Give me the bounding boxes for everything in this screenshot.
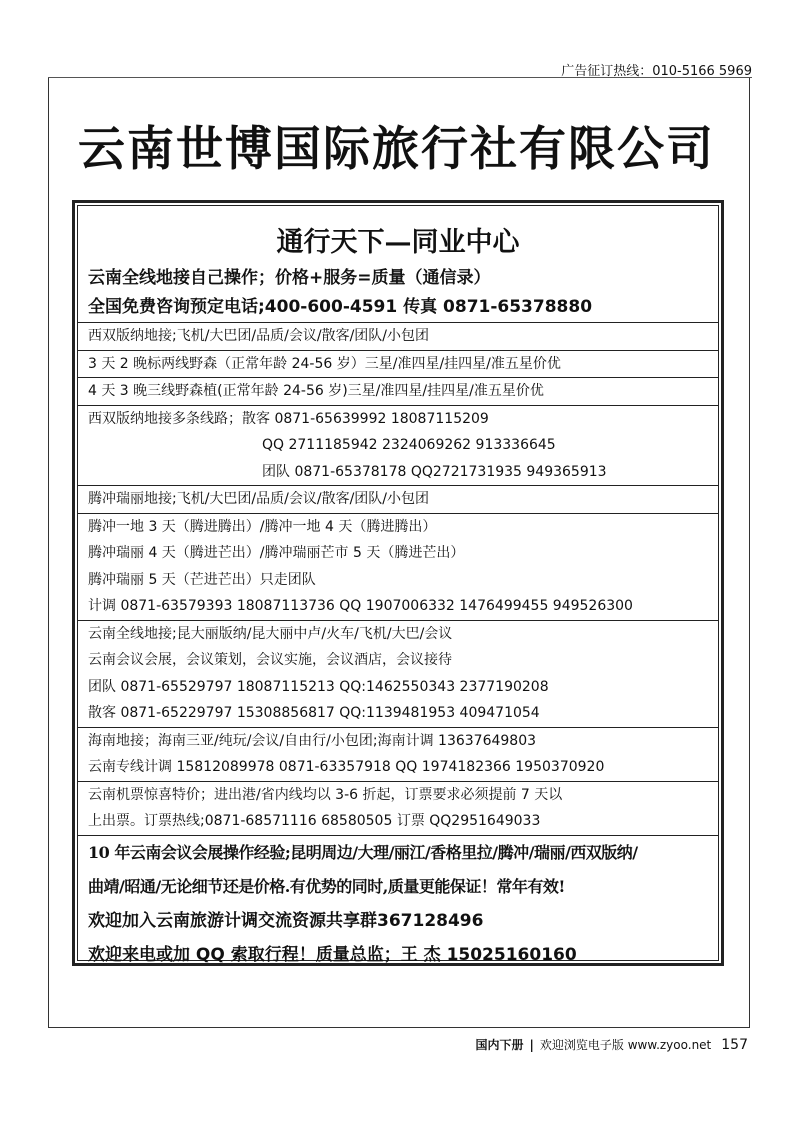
ad-inner: [77, 205, 719, 965]
closing-line: 曲靖/昭通/无论细节还是价格.有优势的同时,质量更能保证！常年有效!: [88, 876, 565, 896]
section-line: 4 天 3 晚三线野森植(正常年龄 24-56 岁)三星/准四星/挂四星/准五星价优: [88, 383, 544, 399]
section-line: 上出票。订票热线;0871-68571116 68580505 订票 QQ2951649033: [88, 813, 541, 829]
company-name: 云南世博国际旅行社有限公司: [78, 122, 715, 177]
section-line: 云南机票惊喜特价；进出港/省内线均以 3-6 折起，订票要求必须提前 7 天以: [88, 786, 563, 803]
page-footer: [476, 1036, 749, 1053]
section-line: 腾冲一地 3 天（腾进腾出）/腾冲一地 4 天（腾进腾出）: [88, 518, 437, 535]
footer-ebook: 欢迎浏览电子版 www.zyoo.net: [539, 1038, 712, 1052]
contact-line: 欢迎来电或加 QQ 索取行程！质量总监；王 杰 15025160160: [88, 944, 577, 965]
section-line: 西双版纳地接;飞机/大巴团/品质/会议/散客/团队/小包团: [88, 328, 430, 344]
section-line: 腾冲瑞丽地接;飞机/大巴团/品质/会议/散客/团队/小包团: [88, 491, 430, 507]
route-section: [78, 781, 718, 835]
section-line: 腾冲瑞丽 5 天（芒进芒出）只走团队: [88, 571, 316, 588]
route-section: [78, 322, 718, 350]
route-section: [78, 513, 718, 620]
section-line: 云南全线地接;昆大丽版纳/昆大丽中卢/火车/飞机/大巴/会议: [88, 625, 453, 642]
footer-volume: 国内下册: [475, 1038, 524, 1052]
section-line: 计调 0871-63579393 18087113736 QQ 1907006332 1476499455 949526300: [88, 598, 633, 614]
route-section: [78, 377, 718, 405]
route-sections: [78, 322, 718, 835]
route-section: [78, 350, 718, 378]
closing-block: [78, 835, 718, 972]
section-line: 散客 0871-65229797 15308856817 QQ:1139481953 409471054: [88, 705, 540, 721]
route-section: [78, 405, 718, 486]
ad-headline: 通行天下—同业中心: [276, 227, 520, 258]
intro-line: 云南全线地接自己操作；价格+服务=质量（通信录）: [88, 268, 491, 288]
section-line: 3 天 2 晚标两线野森（正常年龄 24-56 岁）三星/准四星/挂四星/准五星价优: [88, 355, 561, 372]
closing-line: 10 年云南会议会展操作经验;昆明周边/大理/丽江/香格里拉/腾冲/瑞丽/西双版纳/: [88, 842, 638, 862]
footer-separator: |: [529, 1038, 534, 1052]
page-number: 157: [721, 1037, 748, 1053]
section-line: QQ 2711185942 2324069262 913336645: [262, 437, 556, 453]
section-line: 海南地接；海南三亚/纯玩/会议/自由行/小包团;海南计调 13637649803: [88, 732, 537, 749]
section-line: 西双版纳地接多条线路；散客 0871-65639992 18087115209: [88, 410, 489, 427]
route-section: [78, 485, 718, 513]
section-line: 团队 0871-65529797 18087115213 QQ:1462550343 2377190208: [88, 678, 549, 695]
section-line: 云南会议会展，会议策划，会议实施，会议酒店，会议接待: [88, 652, 452, 668]
section-line: 腾冲瑞丽 4 天（腾进芒出）/腾冲瑞丽芒市 5 天（腾进芒出）: [88, 545, 465, 561]
intro-line: 全国免费咨询预定电话;400-600-4591 传真 0871-65378880: [88, 297, 593, 317]
ad-hotline: 广告征订热线：010-5166 5969: [561, 64, 752, 79]
route-section: [78, 727, 718, 781]
ad-box: [72, 200, 724, 966]
section-line: 云南专线计调 15812089978 0871-63357918 QQ 1974182366 1950370920: [88, 759, 605, 775]
group-line: 欢迎加入云南旅游计调交流资源共享群367128496: [88, 910, 484, 931]
route-section: [78, 620, 718, 727]
section-line: 团队 0871-65378178 QQ2721731935 949365913: [262, 463, 607, 480]
